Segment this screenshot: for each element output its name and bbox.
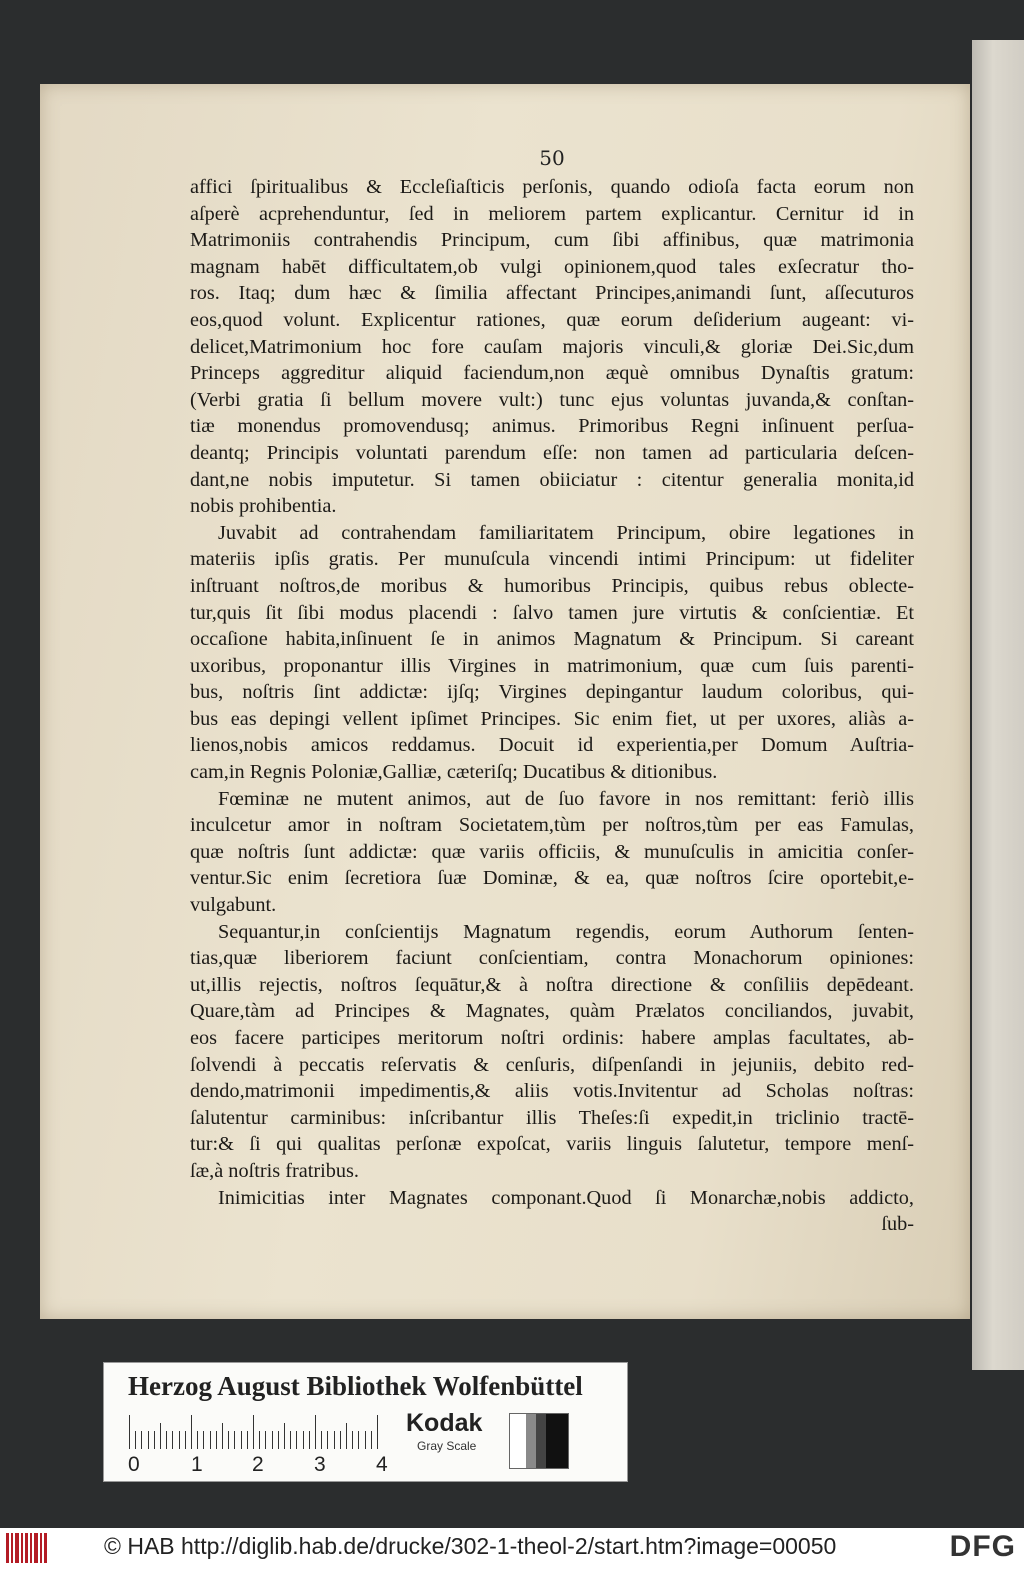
card-title: Herzog August Bibliothek Wolfenbüttel — [128, 1371, 583, 1401]
text-line: Fœminæ ne mutent animos, aut de ſuo favore in nos remittant: feriò illis — [218, 787, 914, 810]
text-line: lienos,nobis amicos reddamus. Docuit id experientia,per Domum Auſtria- — [190, 734, 914, 757]
ruler-tick — [148, 1431, 149, 1449]
text-line: magnam habēt difficultatem,ob vulgi opinionem,quod tales exſecratur tho- — [190, 255, 914, 278]
ruler-tick — [234, 1431, 235, 1449]
footer-url[interactable]: © HAB http://diglib.hab.de/drucke/302-1-theol-2/start.htm?image=00050 — [104, 1533, 837, 1559]
logo-bar — [44, 1533, 47, 1563]
ruler-tick — [259, 1431, 260, 1449]
ruler-tick — [265, 1431, 266, 1449]
text-line: nobis prohibentia. — [190, 495, 337, 518]
text-line: Juvabit ad contrahendam familiaritatem Principum, obire legationes in — [218, 521, 914, 544]
text-line: quæ noſtris ſunt addictæ: quæ variis officiis, & munuſculis in amicitia conſer- — [190, 840, 914, 863]
page-text — [190, 174, 914, 1238]
ruler-tick — [203, 1431, 204, 1449]
ruler-tick — [377, 1415, 378, 1449]
ruler-tick — [241, 1431, 242, 1449]
ruler-tick — [309, 1431, 310, 1449]
ruler-tick — [303, 1431, 304, 1449]
logo-bar — [6, 1533, 9, 1563]
text-line: ſalutentur carminibus: inſcribantur illis Theſes:ſi expedit,in triclinio tractē- — [190, 1106, 914, 1129]
ruler-tick — [284, 1423, 285, 1449]
ruler-tick — [358, 1431, 359, 1449]
logo-bar — [34, 1533, 38, 1563]
text-line: Sequantur,in conſcientijs Magnatum regendis, eorum Authorum ſenten- — [218, 920, 914, 943]
ruler-tick — [321, 1431, 322, 1449]
text-line: occaſione habita,inſinuent ſe in animos Magnatum & Principum. Si careant — [190, 628, 914, 651]
text-line: tur,quis ſit ſibi modus placendi : ſalvo tamen jure virtutis & conſcientiæ. Et — [190, 601, 914, 624]
ruler-tick — [160, 1423, 161, 1449]
gray-swatch — [509, 1413, 569, 1469]
ruler-tick — [141, 1431, 142, 1449]
dfg-logo: DFG — [949, 1530, 1016, 1563]
text-line: bus eas depingi vellent ipſimet Principes. Sic enim fiet, ut per uxores, aliàs a- — [190, 707, 914, 730]
logo-bar — [25, 1533, 28, 1563]
text-line: vulgabunt. — [190, 894, 277, 917]
text-line: ut,illis rejectis, noſtros ſequātur,& à noſtra directione & conſiliis depēdeant. — [190, 973, 914, 996]
text-line: tiæ monendus promovendusq; animus. Primoribus Regni inſinuent perſua- — [190, 415, 914, 438]
text-line: aſperè acprehenduntur, ſed in meliorem partem explicantur. Cernitur id in — [190, 202, 914, 225]
text-line: ſolvendi à peccatis reſervatis & cenſuris, diſpenſandi in jejuniis, debito red- — [190, 1053, 914, 1076]
gray-scale-label: Gray Scale — [417, 1439, 477, 1453]
ruler-tick — [210, 1431, 211, 1449]
logo-bar — [21, 1533, 23, 1563]
logo-bar — [11, 1533, 13, 1563]
adjacent-page-edge — [972, 40, 1024, 1370]
scale-ruler — [129, 1415, 387, 1449]
ruler-label: 4 — [376, 1453, 388, 1476]
ruler-tick — [197, 1431, 198, 1449]
text-line: dant,ne nobis imputetur. Si tamen obiiciatur : citentur generalia monita,id — [190, 468, 914, 491]
hab-logo-icon — [6, 1533, 48, 1563]
text-line: inculcetur amor in noſtram Societatem,tùm per noſtros,tùm per eas Famulas, — [190, 814, 914, 837]
text-line: (Verbi gratia ſi bellum movere vult:) tunc ejus voluntas juvanda,& conſtan- — [190, 388, 914, 411]
text-line: ſæ,à noſtris fratribus. — [190, 1159, 359, 1182]
text-line: ventur.Sic enim ſecretiora ſuæ Dominæ, & ea, quæ noſtros ſcire oportebit,e- — [190, 867, 914, 890]
text-line: Quare,tàm ad Principes & Magnates, quàm Prælatos conciliandos, juvabit, — [190, 1000, 914, 1023]
ruler-tick — [228, 1431, 229, 1449]
text-line: ros. Itaq; dum hæc & ſimilia affectant Principes,animandi ſunt, aſſecuturos — [190, 282, 914, 305]
ruler-tick — [315, 1415, 316, 1449]
ruler-tick — [278, 1431, 279, 1449]
text-line: tias,quæ liberiorem faciunt conſcientiam, contra Monachorum opiniones: — [190, 947, 914, 970]
text-line: materiis ipſis gratis. Per munuſcula vincendi intimi Principum: ut fideliter — [190, 548, 914, 571]
ruler-tick — [296, 1431, 297, 1449]
ruler-tick — [327, 1431, 328, 1449]
logo-bar — [40, 1533, 42, 1563]
text-line: tur:& ſi qui qualitas perſonæ expoſcat, variis linguis ſalutetur, tempore menſ- — [190, 1133, 914, 1156]
footer-bar — [0, 1528, 1024, 1569]
page-number: 50 — [539, 146, 565, 170]
ruler-tick — [253, 1415, 254, 1449]
text-line: eos facere participes meritorum noſtri ordinis: habere amplas facultates, ab- — [190, 1027, 914, 1049]
ruler-label: 2 — [252, 1453, 264, 1476]
text-line: affici ſpiritualibus & Eccleſiaſticis perſonis, quando odioſa facta eorum non — [190, 176, 914, 198]
logo-bar — [30, 1533, 32, 1563]
ruler-label: 0 — [128, 1453, 140, 1476]
text-line: uxoribus, proponantur illis Virgines in matrimonium, quæ cum ſuis parenti- — [190, 654, 914, 677]
ruler-tick — [222, 1423, 223, 1449]
ruler-tick — [129, 1415, 130, 1449]
ruler-tick — [371, 1431, 372, 1449]
text-line: delicet,Matrimonium hoc fore cauſam majoris vinculi,& gloriæ Dei.Sic,dum — [190, 335, 914, 358]
text-line: bus, noſtris ſint addictæ: ijſq; Virgines depingantur laudum coloribus, qui- — [190, 681, 914, 704]
ruler-tick — [340, 1431, 341, 1449]
kodak-logo: Kodak — [406, 1409, 483, 1437]
ruler-tick — [154, 1431, 155, 1449]
ruler-tick — [179, 1431, 180, 1449]
ruler-tick — [135, 1431, 136, 1449]
ruler-tick — [247, 1431, 248, 1449]
ruler-tick — [290, 1431, 291, 1449]
ruler-tick — [191, 1415, 192, 1449]
text-line: eos,quod volunt. Explicentur rationes, quæ eorum deſiderium augeant: vi- — [190, 308, 914, 331]
text-line: cam,in Regnis Poloniæ,Galliæ, cæteriſq; Ducatibus & ditionibus. — [190, 761, 718, 784]
color-card — [103, 1362, 628, 1482]
text-line: Princeps aggreditur aliquid faciendum,non æquè omnibus Dynaſtis gratum: — [190, 362, 914, 385]
ruler-tick — [172, 1431, 173, 1449]
logo-bar — [15, 1533, 19, 1563]
ruler-tick — [185, 1431, 186, 1449]
ruler-tick — [334, 1431, 335, 1449]
ruler-tick — [166, 1431, 167, 1449]
text-line: Inimicitias inter Magnates componant.Quod ſi Monarchæ,nobis addicto, — [218, 1186, 914, 1209]
ruler-tick — [352, 1431, 353, 1449]
ruler-tick — [216, 1431, 217, 1449]
text-line: deantq; Principis voluntati parendum eſſe: non tamen ad particularia deſcen- — [190, 441, 914, 464]
ruler-tick — [346, 1423, 347, 1449]
text-line: inſtruant noſtros,de moribus & humoribus Principis, quibus rebus oblecte- — [190, 574, 914, 597]
text-line: ſub- — [881, 1213, 914, 1236]
text-line: Matrimoniis contrahendis Principum, cum ſibi affinibus, quæ matrimonia — [190, 229, 914, 252]
ruler-label: 3 — [314, 1453, 326, 1476]
ruler-tick — [272, 1431, 273, 1449]
text-line: dendo,matrimonii impedimentis,& aliis votis.Invitentur ad Scholas noſtras: — [190, 1080, 914, 1103]
ruler-label: 1 — [191, 1453, 203, 1476]
ruler-tick — [365, 1431, 366, 1449]
